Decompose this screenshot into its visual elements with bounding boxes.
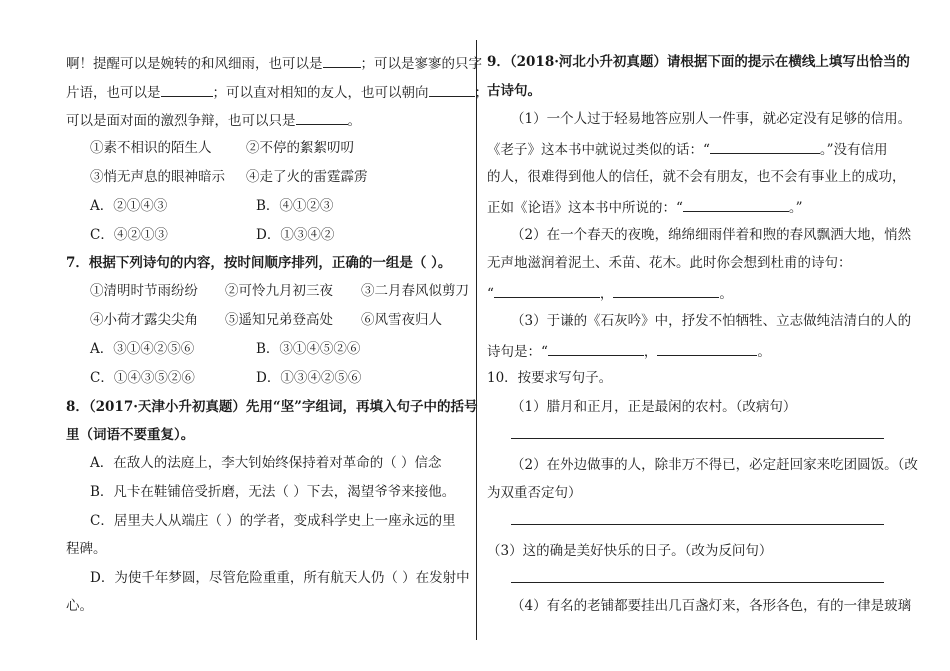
q8-item-c-line-1: C．居里夫人从端庄（ ）的学者，变成科学史上一座永远的里 (90, 513, 456, 529)
q6-phrase-3: ③悄无声息的眼神暗示 (90, 169, 225, 185)
q7-line-4: ④小荷才露尖尖角 (90, 312, 198, 328)
q6-choice-a[interactable]: A．②①④③ (90, 198, 168, 214)
q9-1-line-3: 的人，很难得到他人的信任，就不会有朋友，也不会有事业上的成功， (487, 169, 906, 185)
q10-stem: 10．按要求写句子。 (487, 370, 613, 386)
q8-item-a: A．在敌人的法庭上，李大钊始终保持着对革命的（ ）信念 (90, 455, 442, 471)
q10-2-answer-line[interactable] (511, 524, 884, 525)
q9-2-line-1: （2）在一个春天的夜晚，绵绵细雨伴着和煦的春风飘洒大地，悄然 (511, 227, 912, 243)
q6-choice-b[interactable]: B．④①②③ (256, 198, 334, 214)
q7-line-6: ⑥风雪夜归人 (361, 312, 442, 328)
q7-choice-a[interactable]: A．③①④②⑤⑥ (90, 341, 195, 357)
q9-1-line-2: 《老子》这本书中就说过类似的话：“ 。”没有信用 (487, 139, 888, 159)
poem-answer-blank[interactable] (548, 341, 644, 356)
q10-4-prompt: （4）有名的老铺都要挂出几百盏灯来，各形各色，有的一律是玻璃 (511, 598, 912, 614)
q8-stem-line-2: 里（词语不要重复）。 (66, 427, 195, 443)
q7-line-1: ①清明时节雨纷纷 (90, 283, 198, 299)
q6-phrase-1: ①素不相识的陌生人 (90, 140, 212, 156)
q9-2-line-3: “ ， 。 (487, 283, 733, 303)
q6-choice-d[interactable]: D．①③④② (256, 227, 335, 243)
q10-1-answer-line[interactable] (511, 438, 884, 439)
answer-blank[interactable] (429, 82, 475, 97)
answer-blank[interactable] (323, 53, 361, 68)
q6-choice-c[interactable]: C．④②①③ (90, 227, 168, 243)
q9-stem-line-1: 9．（2018·河北小升初真题）请根据下面的提示在横线上填写出恰当的 (487, 54, 910, 70)
q10-2-prompt-line-2: 为双重否定句） (487, 485, 582, 501)
q8-stem-line-1: 8．（2017·天津小升初真题）先用“坚”字组词，再填入句子中的括号 (66, 399, 478, 415)
q8-item-d-line-2: 心。 (66, 598, 93, 614)
q6-passage-line-1: 啊！提醒可以是婉转的和风细雨，也可以是 ；可以是寥寥的只字 (66, 53, 482, 73)
q6-passage-line-2: 片语，也可以是 ；可以直对相知的友人，也可以朝向 ； (66, 82, 488, 102)
poem-answer-blank[interactable] (683, 197, 789, 212)
q7-choice-c[interactable]: C．①④③⑤②⑥ (90, 370, 195, 386)
poem-answer-blank[interactable] (494, 283, 600, 298)
answer-blank[interactable] (296, 110, 348, 125)
q7-choice-d[interactable]: D．①③④②⑤⑥ (256, 370, 362, 386)
q10-3-prompt: （3）这的确是美好快乐的日子。（改为反问句） (487, 543, 773, 559)
poem-answer-blank[interactable] (613, 283, 719, 298)
q9-3-line-2: 诗句是：“ ， 。 (487, 341, 771, 361)
q6-passage-line-3: 可以是面对面的激烈争辩，也可以只是 。 (66, 110, 361, 130)
q8-item-b: B．凡卡在鞋铺倍受折磨，无法（ ）下去，渴望爷爷来接他。 (90, 484, 456, 500)
q9-1-line-4: 正如《论语》这本书中所说的：“ 。” (487, 197, 803, 217)
q8-item-c-line-2: 程碑。 (66, 541, 107, 557)
poem-answer-blank[interactable] (710, 139, 820, 154)
q6-phrase-4: ④走了火的雷霆霹雳 (246, 169, 368, 185)
q9-3-line-1: （3）于谦的《石灰吟》中，抒发不怕牺牲、立志做纯洁清白的人的 (511, 313, 912, 329)
q10-3-answer-line[interactable] (511, 582, 884, 583)
q7-choice-b[interactable]: B．③①④⑤②⑥ (256, 341, 361, 357)
q7-line-5: ⑤遥知兄弟登高处 (225, 312, 333, 328)
q6-phrase-2: ②不停的絮絮叨叨 (246, 140, 354, 156)
q9-2-line-2: 无声地滋润着泥土、禾苗、花木。此时你会想到杜甫的诗句： (487, 255, 852, 271)
q8-item-d-line-1: D．为使千年梦圆，尽管危险重重，所有航天人仍（ ）在发射中 (90, 570, 470, 586)
q9-stem-line-2: 古诗句。 (487, 83, 541, 99)
q7-line-3: ③二月春风似剪刀 (361, 283, 469, 299)
poem-answer-blank[interactable] (657, 341, 757, 356)
q10-1-prompt: （1）腊月和正月，正是最闲的农村。（改病句） (511, 399, 797, 415)
q10-2-prompt-line-1: （2）在外边做事的人，除非万不得已，必定赶回家来吃团圆饭。（改 (511, 457, 918, 473)
column-divider (476, 40, 477, 640)
answer-blank[interactable] (161, 82, 213, 97)
q7-stem: 7．根据下列诗句的内容，按时间顺序排列，正确的一组是（ ）。 (66, 255, 452, 271)
q7-line-2: ②可怜九月初三夜 (225, 283, 333, 299)
q9-1-line-1: （1）一个人过于轻易地答应别人一件事，就必定没有足够的信用。 (511, 111, 912, 127)
